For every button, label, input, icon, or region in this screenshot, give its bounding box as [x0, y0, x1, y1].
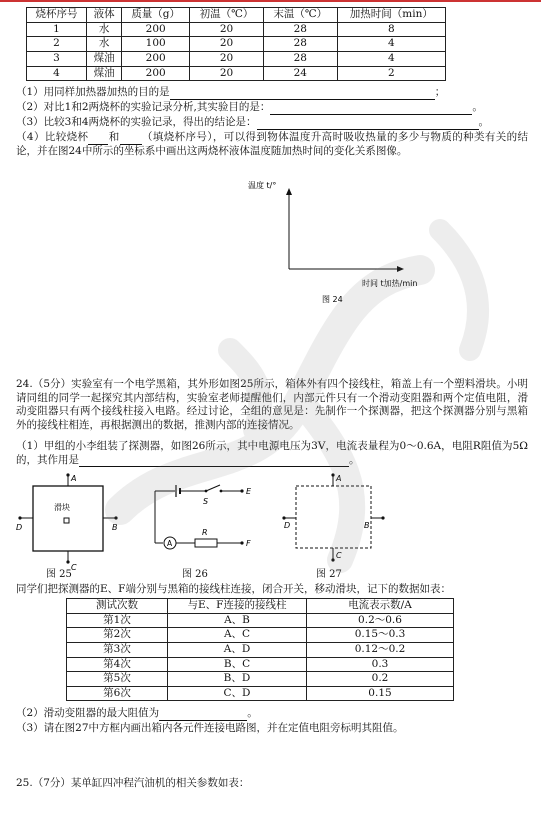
answer-blank[interactable] [159, 709, 247, 721]
q24-table-intro: 同学们把探测器的E、F端分别与黑箱的接线柱连接，闭合开关，移动滑块，记下的数据如表： [16, 583, 451, 595]
table-cell: 煤油 [86, 51, 121, 66]
col-header: 初温（℃） [190, 8, 264, 23]
terminal-label-c: C [71, 563, 77, 572]
table-cell: C、D [168, 686, 307, 701]
table-cell: 0.15 [307, 686, 454, 701]
table-cell: 第6次 [67, 686, 168, 701]
table-cell: 200 [122, 66, 190, 81]
q24-p2-end: 。 [349, 453, 360, 466]
table-cell: 0.3 [307, 657, 454, 672]
answer-blank[interactable] [170, 88, 435, 100]
terminal-label-d: D [284, 521, 291, 530]
top-edge-rule [0, 0, 541, 2]
col-header: 测试次数 [67, 599, 168, 614]
table-cell: 20 [190, 66, 264, 81]
table-cell: 第2次 [67, 628, 168, 643]
figure-caption: 图 24 [322, 295, 343, 304]
table-cell: 0.2～0.6 [307, 613, 454, 628]
table-row [27, 66, 446, 81]
table-row [27, 51, 446, 66]
terminal-label-b: B [112, 523, 118, 532]
table-cell: 4 [337, 51, 445, 66]
table-cell: 水 [86, 37, 121, 52]
q24-s3-line: （3）请在图27中方框内画出箱内各元件连接电路图，并在定值电阻旁标明其阻值。 [16, 722, 404, 734]
q24-p2-text: （1）甲组的小李组装了探测器，如图26所示，其中电源电压为3V，电流表量程为0～0.6A，电阻R阻值为5Ω的，其作用是 [16, 440, 528, 466]
table-cell: 28 [263, 37, 337, 52]
terminal-label-f: F [246, 539, 251, 548]
x-axis-label: 时间 t加热/min [362, 279, 418, 288]
switch-label: S [203, 497, 209, 506]
figure-26-caption: 图 26 [182, 569, 208, 580]
table-cell: 20 [190, 22, 264, 37]
table-cell: A、D [168, 642, 307, 657]
q23-line-3 [16, 116, 489, 130]
col-header: 液体 [86, 8, 121, 23]
table-cell: 0.15～0.3 [307, 628, 454, 643]
table-cell: 0.12～0.2 [307, 642, 454, 657]
terminal-label-a: A [336, 474, 342, 483]
table-cell: 第1次 [67, 613, 168, 628]
table-cell: 24 [263, 66, 337, 81]
terminal-label-d: D [16, 523, 23, 532]
ammeter-label: A [167, 539, 173, 548]
col-header: 电流表示数/A [307, 599, 454, 614]
table-cell: 20 [190, 51, 264, 66]
terminal-label-a: A [71, 474, 77, 483]
col-header: 加热时间（min） [337, 8, 445, 23]
table-cell: 8 [337, 22, 445, 37]
table-cell: 水 [86, 22, 121, 37]
q23-s1-end: ； [434, 86, 446, 98]
terminal-label-e: E [246, 487, 252, 496]
q23-s1-text: （1）用同样加热器加热的目的是 [16, 86, 170, 98]
table-cell: 3 [27, 51, 87, 66]
table-cell: 200 [122, 22, 190, 37]
q23-s3-end: 。 [478, 116, 490, 128]
resistor-label: R [202, 528, 208, 537]
q23-line-2 [16, 101, 483, 115]
col-header: 与E、F连接的接线柱 [168, 599, 307, 614]
beaker-data-table [26, 7, 446, 81]
q24-paragraph-1: 24.（5分）实验室有一个电学黑箱，其外形如图25所示，箱体外有四个接线柱，箱盖上有一个塑料滑块。小明请同组的同学一起探究其内部结构，实验室老师提醒他们，内部元件只有一个滑动变阻器和两个定值电阻，滑动变阻器只有两个接线柱接入电路。经过讨论，全组的意见是：先制作一个探测器，把这个探测器分别与黑箱外的接线柱相连，再根据测出的数据，推测内部的连接情况。 [16, 378, 528, 431]
table-cell: B、C [168, 657, 307, 672]
q24-s2-text: （2）滑动变阻器的最大阻值为 [16, 707, 160, 719]
table-row [27, 22, 446, 37]
table-cell: 4 [337, 37, 445, 52]
table-cell: 2 [337, 66, 445, 81]
q23-s4-text-c: （填烧杯序号），可以得到物体温度升高时吸收热量的多少与物质的种 [141, 131, 474, 143]
answer-blank[interactable] [270, 103, 472, 115]
q23-s2-text: （2）对比1和2两烧杯的实验记录分析,其实验目的是： [16, 101, 271, 113]
table-cell: 2 [27, 37, 87, 52]
q23-s2-end: 。 [472, 101, 483, 113]
watermark-logo [0, 150, 541, 680]
table-cell: 0.2 [307, 672, 454, 687]
q23-s4-text-b: 和 [108, 131, 120, 143]
answer-blank[interactable] [88, 133, 108, 145]
table-cell: 20 [190, 37, 264, 52]
table-cell: 第4次 [67, 657, 168, 672]
q25-text: 25.（7分）某单缸四冲程汽油机的相关参数如表： [16, 777, 250, 789]
table-cell: 28 [263, 51, 337, 66]
table-header-row [27, 8, 446, 23]
q23-s4-text-a: （4）比较烧杯 [16, 131, 89, 143]
table-cell: 200 [122, 51, 190, 66]
table-row [27, 37, 446, 52]
q24-s2-line [16, 707, 258, 721]
table-cell: 4 [27, 66, 87, 81]
table-cell: B、D [168, 672, 307, 687]
table-cell: 第5次 [67, 672, 168, 687]
answer-blank[interactable] [120, 133, 142, 145]
terminal-label-b: B [364, 521, 370, 530]
q23-line-1 [16, 86, 445, 100]
table-cell: 第3次 [67, 642, 168, 657]
q23-s3-text: （3）比较3和4两烧杯的实验记录，得出的结论是： [16, 116, 257, 128]
q24-s2-end: 。 [247, 707, 258, 719]
figure-25-caption: 图 25 [46, 569, 72, 580]
table-cell: 100 [122, 37, 190, 52]
figure-27-caption: 图 27 [316, 569, 342, 580]
answer-blank[interactable] [257, 118, 479, 130]
slider-label: 滑块 [54, 503, 70, 512]
col-header: 质量（g） [122, 8, 190, 23]
table-row [67, 686, 454, 701]
col-header: 末温（℃） [263, 8, 337, 23]
q23-s4-text-d: 类有关的结论，并在图24中所示的坐标系中画出这两烧杯液体温度随加热时间的变化关系图像。 [16, 131, 529, 157]
table-cell: 28 [263, 22, 337, 37]
terminal-label-c: C [336, 551, 342, 560]
table-cell: A、C [168, 628, 307, 643]
table-cell: 1 [27, 22, 87, 37]
table-cell: A、B [168, 613, 307, 628]
col-header: 烧杯序号 [27, 8, 87, 23]
table-cell: 煤油 [86, 66, 121, 81]
y-axis-label: 温度 t/° [248, 181, 277, 190]
